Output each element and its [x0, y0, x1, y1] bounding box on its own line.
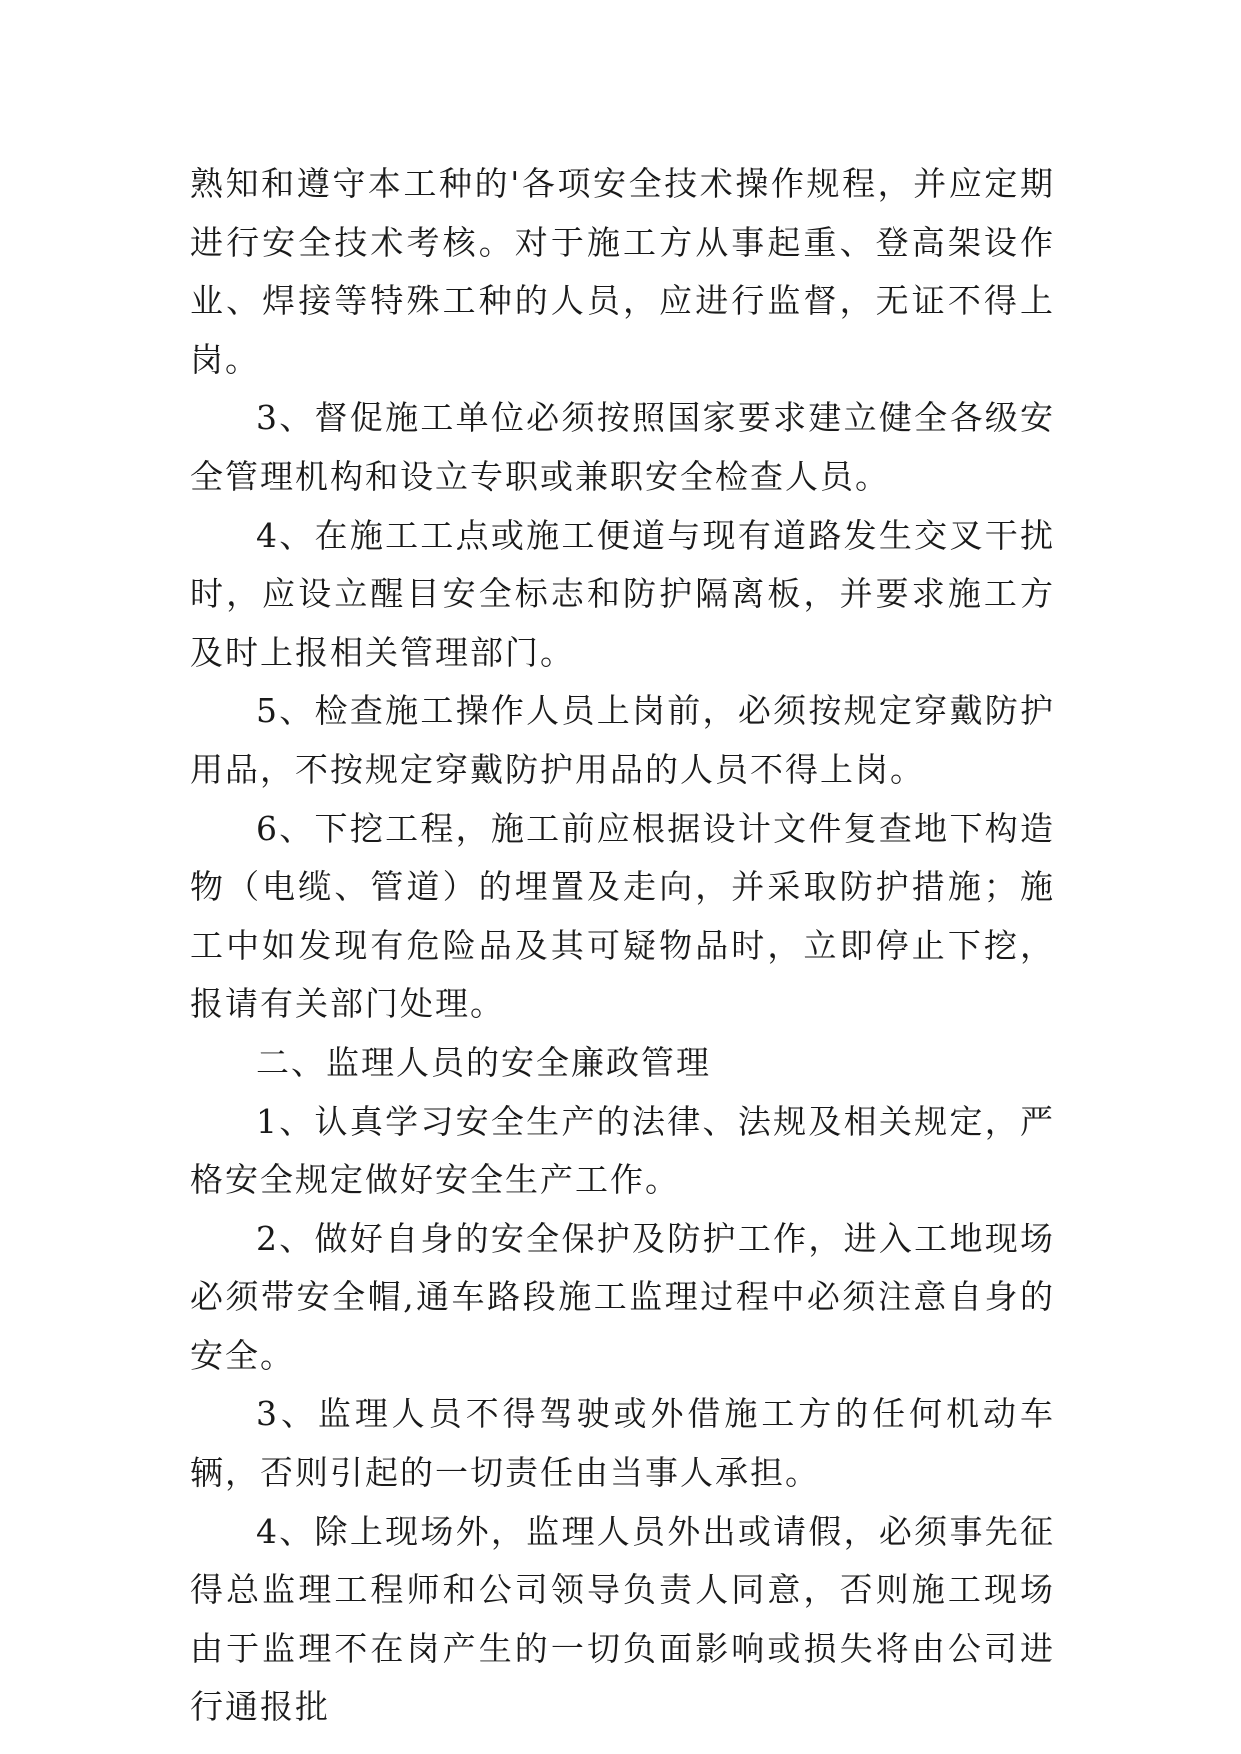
paragraph-item-4b: 4、除上现场外，监理人员外出或请假，必须事先征得总监理工程师和公司领导负责人同意，否则施工现场由于监理不在岗产生的一切负面影响或损失将由公司进行通报批 — [190, 1511, 1055, 1727]
paragraph-item-4: 4、在施工工点或施工便道与现有道路发生交叉干扰时，应设立醒目安全标志和防护隔离板，并要求施工方及时上报相关管理部门。 — [190, 515, 1055, 672]
paragraph-item-1: 1、认真学习安全生产的法律、法规及相关规定，严格安全规定做好安全生产工作。 — [190, 1101, 1055, 1200]
paragraph-item-3b: 3、监理人员不得驾驶或外借施工方的任何机动车辆，否则引起的一切责任由当事人承担。 — [190, 1394, 1055, 1493]
paragraph-item-5: 5、检查施工操作人员上岗前，必须按规定穿戴防护用品，不按规定穿戴防护用品的人员不得上岗。 — [190, 691, 1055, 789]
section-heading: 二、监理人员的安全廉政管理 — [256, 1042, 711, 1082]
paragraph-item-2: 2、做好自身的安全保护及防护工作，进入工地现场必须带安全帽,通车路段施工监理过程中必须注意自身的安全。 — [190, 1218, 1055, 1375]
document-body — [190, 155, 1055, 1737]
paragraph-item-6: 6、下挖工程，施工前应根据设计文件复查地下构造物（电缆、管道）的埋置及走向，并采取防护措施；施工中如发现有危险品及其可疑物品时，立即停止下挖，报请有关部门处理。 — [190, 808, 1055, 1024]
paragraph-item-3: 3、督促施工单位必须按照国家要求建立健全各级安全管理机构和设立专职或兼职安全检查人员。 — [190, 398, 1055, 496]
paragraph-continuation: 熟知和遵守本工种的'各项安全技术操作规程，并应定期进行安全技术考核。对于施工方从事起重、登高架设作业、焊接等特殊工种的人员，应进行监督，无证不得上岗。 — [190, 164, 1055, 379]
